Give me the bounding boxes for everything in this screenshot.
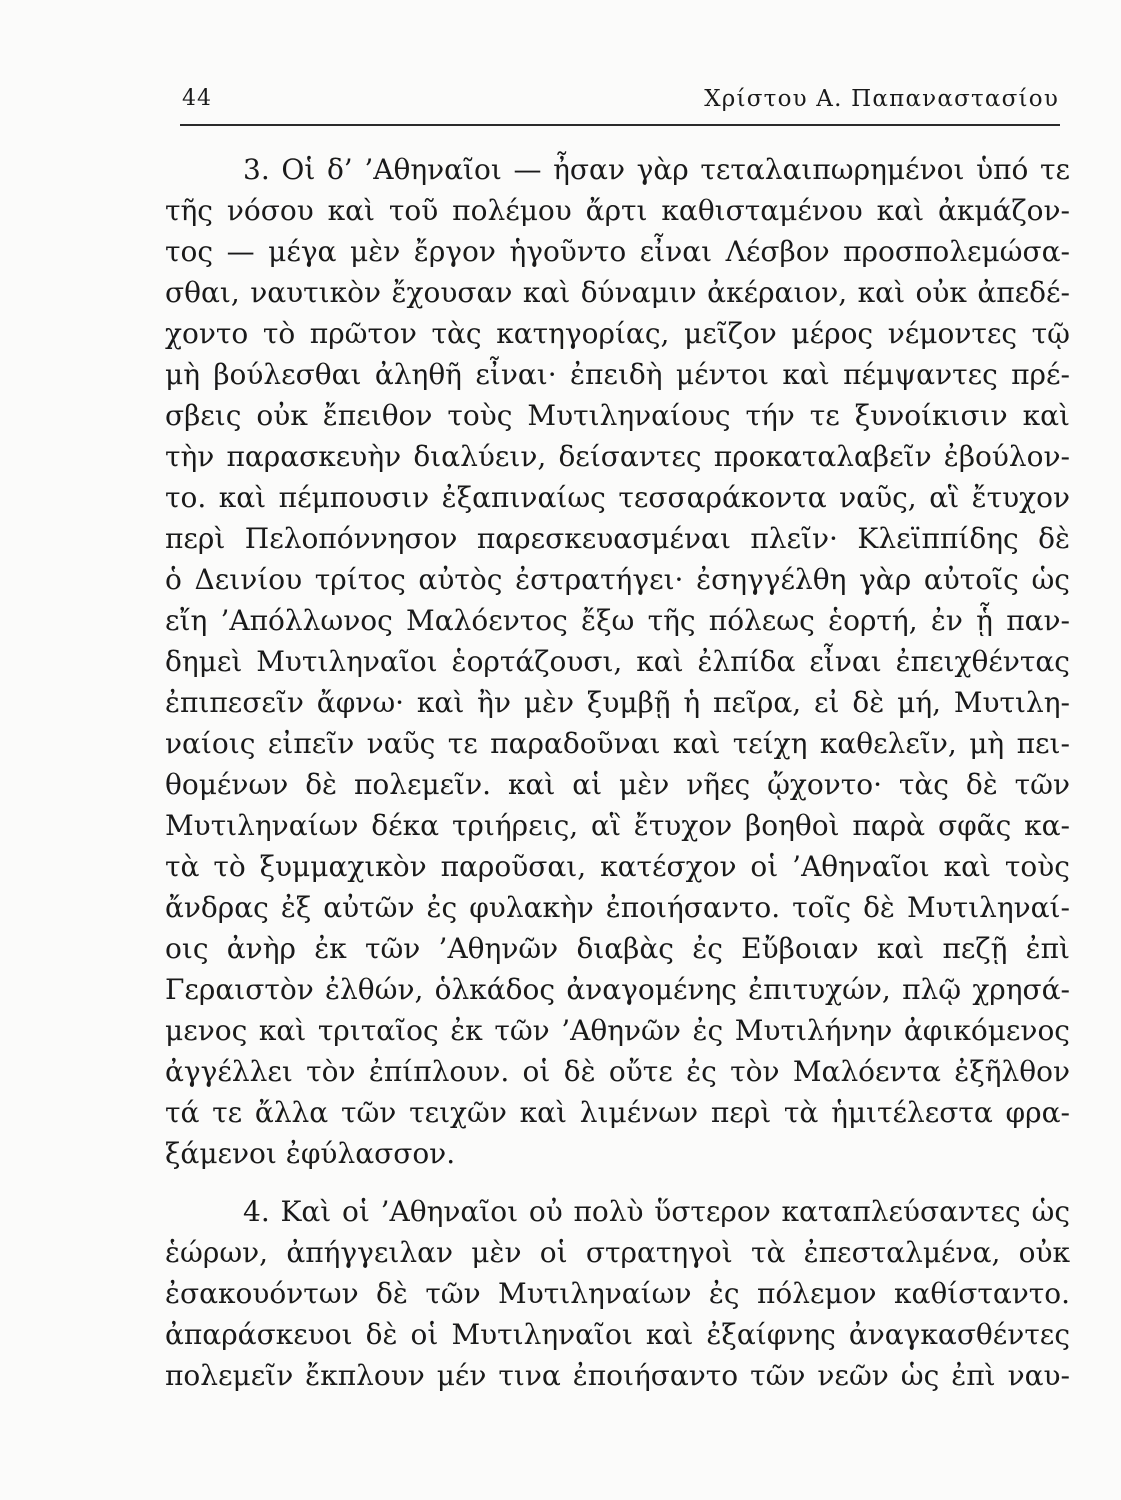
text-line: τά τε ἄλλα τῶν τειχῶν καὶ λιμένων περὶ τὰ ἡμιτέλεστα φρα- <box>165 1096 1070 1129</box>
text-line: Γεραιστὸν ἐλθών, ὁλκάδος ἀναγομένης ἐπιτυχών, πλῷ χρησά- <box>165 973 1070 1006</box>
text-line: ναίοις εἰπεῖν ναῦς τε παραδοῦναι καὶ τείχη καθελεῖν, μὴ πει- <box>165 727 1070 760</box>
text-line: 4. Καὶ οἱ ’Αθηναῖοι οὐ πολὺ ὕστερον καταπλεύσαντες ὡς <box>243 1195 1070 1228</box>
text-line: πολεμεῖν ἔκπλουν μέν τινα ἐποιήσαντο τῶν νεῶν ὡς ἐπὶ ναυ- <box>165 1359 1070 1392</box>
running-head: Χρίστου Α. Παπαναστασίου <box>704 86 1059 112</box>
text-line: μὴ βούλεσθαι ἀληθῆ εἶναι· ἐπειδὴ μέντοι καὶ πέμψαντες πρέ- <box>165 358 1070 391</box>
text-line: ἀγγέλλει τὸν ἐπίπλουν. οἱ δὲ οὔτε ἐς τὸν Μαλόεντα ἐξῆλθον <box>165 1055 1070 1088</box>
text-line: ἄνδρας ἐξ αὐτῶν ἐς φυλακὴν ἐποιήσαντο. τοῖς δὲ Μυτιληναί- <box>165 891 1070 924</box>
text-line: το. καὶ πέμπουσιν ἐξαπιναίως τεσσαράκοντα ναῦς, αἳ ἔτυχον <box>165 481 1070 514</box>
text-line: οις ἀνὴρ ἐκ τῶν ’Αθηνῶν διαβὰς ἐς Εὔβοιαν καὶ πεζῇ ἐπὶ <box>165 932 1070 965</box>
text-line: περὶ Πελοπόννησον παρεσκευασμέναι πλεῖν· Κλεϊππίδης δὲ <box>165 522 1070 555</box>
text-line: εἴη ’Απόλλωνος Μαλόεντος ἔξω τῆς πόλεως ἑορτή, ἐν ᾗ παν- <box>165 604 1070 637</box>
page-number: 44 <box>182 86 212 111</box>
text-line: ξάμενοι ἐφύλασσον. <box>165 1137 456 1170</box>
text-line: Μυτιληναίων δέκα τριήρεις, αἳ ἔτυχον βοηθοὶ παρὰ σφᾶς κα- <box>165 809 1070 842</box>
text-line: τῆς νόσου καὶ τοῦ πολέμου ἄρτι καθισταμένου καὶ ἀκμάζον- <box>165 194 1070 227</box>
text-line: δημεὶ Μυτιληναῖοι ἑορτάζουσι, καὶ ἐλπίδα εἶναι ἐπειχθέντας <box>165 645 1070 678</box>
text-line: ἀπαράσκευοι δὲ οἱ Μυτιληναῖοι καὶ ἐξαίφνης ἀναγκασθέντες <box>165 1318 1070 1351</box>
text-line: 3. Οἱ δ’ ’Αθηναῖοι — ἦσαν γὰρ τεταλαιπωρημένοι ὑπό τε <box>243 153 1070 186</box>
text-line: ἐπιπεσεῖν ἄφνω· καὶ ἢν μὲν ξυμβῇ ἡ πεῖρα, εἰ δὲ μή, Μυτιλη- <box>165 686 1070 719</box>
text-line: σβεις οὐκ ἔπειθον τοὺς Μυτιληναίους τήν τε ξυνοίκισιν καὶ <box>165 399 1070 432</box>
text-line: τὰ τὸ ξυμμαχικὸν παροῦσαι, κατέσχον οἱ ’Αθηναῖοι καὶ τοὺς <box>165 850 1070 883</box>
header-rule <box>180 124 1060 126</box>
text-line: τος — μέγα μὲν ἔργον ἡγοῦντο εἶναι Λέσβον προσπολεμώσα- <box>165 235 1070 268</box>
text-line: θομένων δὲ πολεμεῖν. καὶ αἱ μὲν νῆες ᾤχοντο· τὰς δὲ τῶν <box>165 768 1070 801</box>
text-line: τὴν παρασκευὴν διαλύειν, δείσαντες προκαταλαβεῖν ἐβούλον- <box>165 440 1070 473</box>
text-line: ἑώρων, ἀπήγγειλαν μὲν οἱ στρατηγοὶ τὰ ἐπεσταλμένα, οὐκ <box>165 1236 1070 1269</box>
text-line: μενος καὶ τριταῖος ἐκ τῶν ’Αθηνῶν ἐς Μυτιλήνην ἀφικόμενος <box>165 1014 1070 1047</box>
text-line: σθαι, ναυτικὸν ἔχουσαν καὶ δύναμιν ἀκέραιον, καὶ οὐκ ἀπεδέ- <box>165 276 1070 309</box>
text-line: χοντο τὸ πρῶτον τὰς κατηγορίας, μεῖζον μέρος νέμοντες τῷ <box>165 317 1070 350</box>
text-line: ὁ Δεινίου τρίτος αὐτὸς ἐστρατήγει· ἐσηγγέλθη γὰρ αὐτοῖς ὡς <box>165 563 1070 596</box>
text-line: ἐσακουόντων δὲ τῶν Μυτιληναίων ἐς πόλεμον καθίσταντο. <box>165 1277 1070 1310</box>
